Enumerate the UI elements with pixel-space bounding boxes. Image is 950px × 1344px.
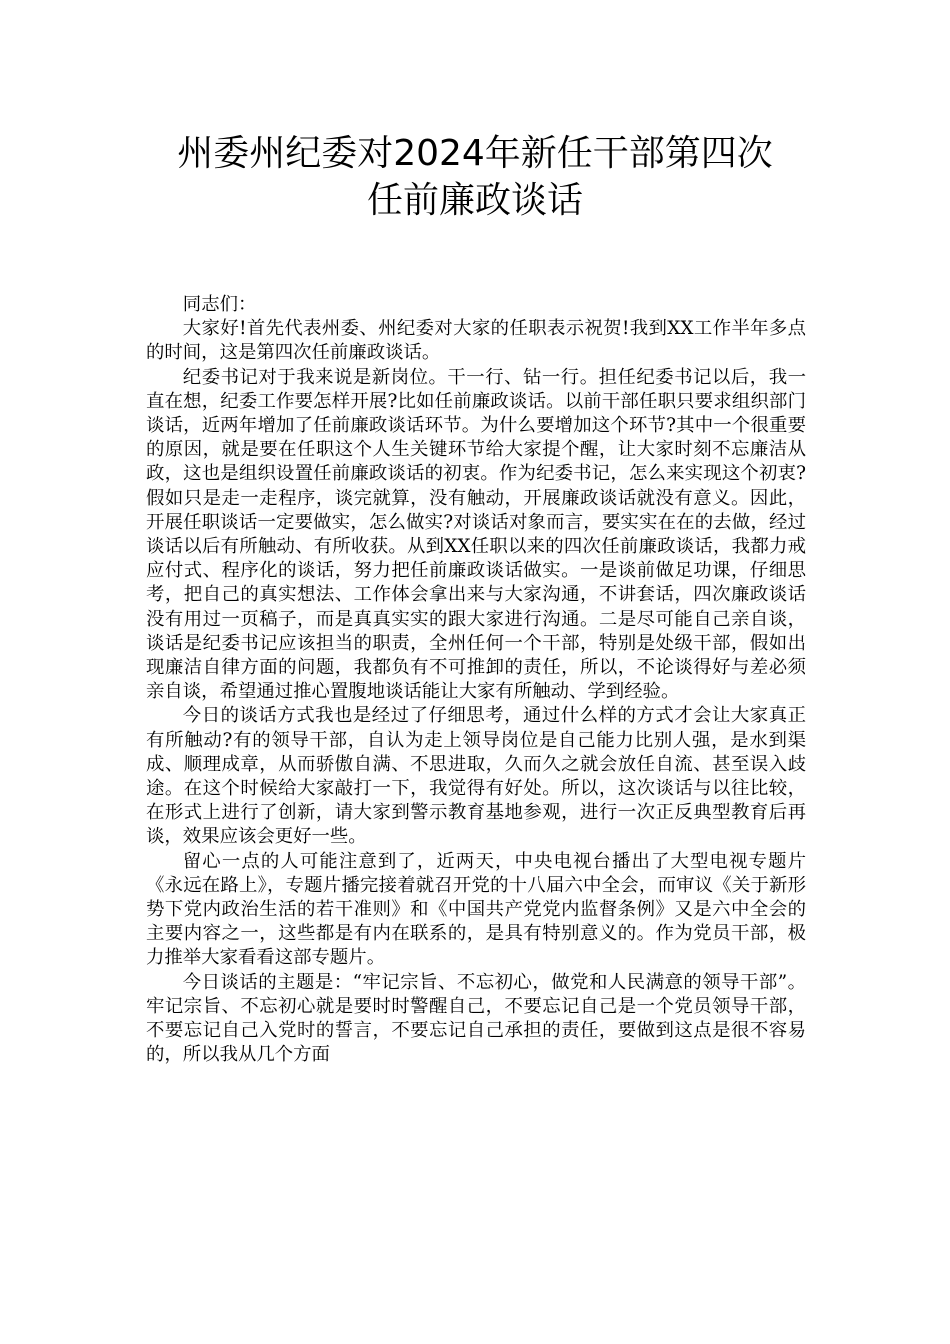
document-title [0,130,950,224]
title-line-2: 任前廉政谈话 [366,180,583,221]
paragraph-3: 今日的谈话方式我也是经过了仔细思考，通过什么样的方式才会让大家真正有所触动?有的领导干部，自认为走上领导岗位是自己能力比别人强，是水到渠成、顺理成章，从而骄傲自满、不思进取，久而久之就会放任自流、甚至误入歧途。在这个时候给大家敲打一下，我觉得有好处。所以，这次谈话与以往比较，在形式上进行了创新，请大家到警示教育基地参观，进行一次正反典型教育后再谈，效果应该会更好一些。 [146,705,806,848]
paragraph-1: 大家好!首先代表州委、州纪委对大家的任职表示祝贺!我到XX工作半年多点的时间，这是第四次任前廉政谈话。 [146,318,806,364]
salutation: 同志们： [182,294,257,315]
paragraph-2: 纪委书记对于我来说是新岗位。干一行、钻一行。担任纪委书记以后，我一直在想，纪委工作要怎样开展?比如任前廉政谈话。以前干部任职只要求组织部门谈话，近两年增加了任前廉政谈话环节。为什么要增加这个环节?其中一个很重要的原因，就是要在任职这个人生关键环节给大家提个醒，让大家时刻不忘廉洁从政，这也是组织设置任前廉政谈话的初衷。作为纪委书记，怎么来实现这个初衷?假如只是走一走程序，谈完就算，没有触动，开展廉政谈话就没有意义。因此，开展任职谈话一定要做实，怎么做实?对谈话对象而言，要实实在在的去做，经过谈话以后有所触动、有所收获。从到XX任职以来的四次任前廉政谈话，我都力戒应付式、程序化的谈话，努力把任前廉政谈话做实。一是谈前做足功课，仔细思考，把自己的真实想法、工作体会拿出来与大家沟通，不讲套话，四次廉政谈话没有用过一页稿子，而是真真实实的跟大家进行沟通。二是尽可能自己亲自谈，谈话是纪委书记应该担当的职责，全州任何一个干部，特别是处级干部，假如出现廉洁自律方面的问题，我都负有不可推卸的责任，所以，不论谈得好与差必须亲自谈，希望通过推心置腹地谈话能让大家有所触动、学到经验。 [146,366,806,703]
paragraph-4: 留心一点的人可能注意到了，近两天，中央电视台播出了大型电视专题片《永远在路上》，专题片播完接着就召开党的十八届六中全会，而审议《关于新形势下党内政治生活的若干准则》和《中国共产党党内监督条例》又是六中全会的主要内容之一，这些都是有内在联系的，是具有特别意义的。作为党员干部，极力推举大家看看这部专题片。 [146,850,806,969]
paragraph-5: 今日谈话的主题是：“牢记宗旨、不忘初心，做党和人民满意的领导干部”。牢记宗旨、不忘初心就是要时时警醒自己，不要忘记自己是一个党员领导干部，不要忘记自己入党时的誓言，不要忘记自己承担的责任，要做到这点是很不容易的，所以我从几个方面 [146,971,806,1066]
document-body [146,293,806,1068]
title-line-1: 州委州纪委对2024年新任干部第四次 [177,133,773,174]
